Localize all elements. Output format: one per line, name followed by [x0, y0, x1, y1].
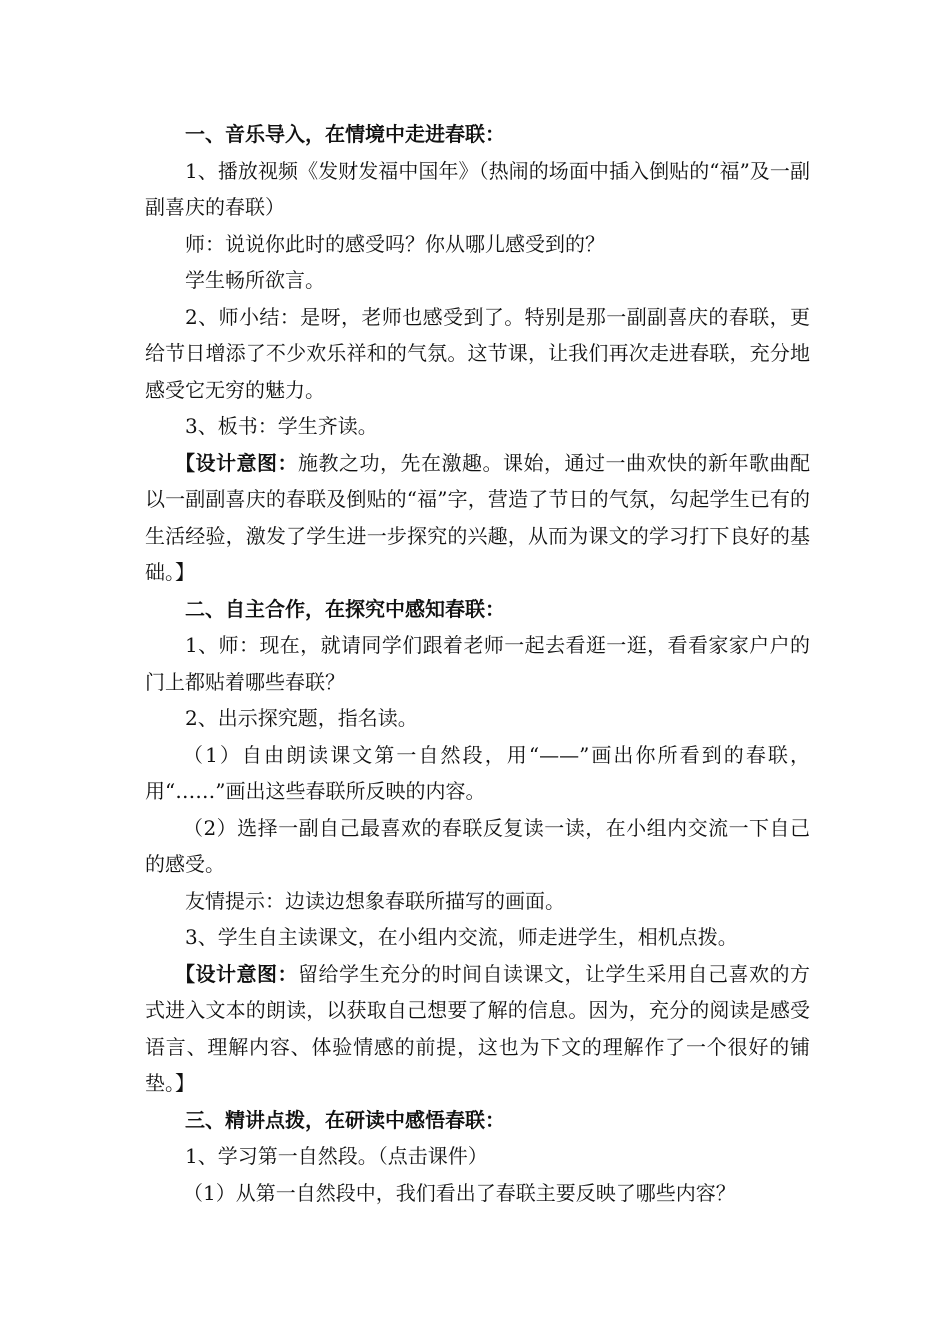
- design-intent-label: 【设计意图：: [175, 961, 298, 986]
- paragraph: 3、学生自主读课文，在小组内交流，师走进学生，相机点拨。: [185, 925, 738, 949]
- paragraph: 1、播放视频《发财发福中国年》（热闹的场面中插入倒贴的“福”及一副副喜庆的春联）: [145, 158, 810, 219]
- paragraph: （1）自由朗读课文第一自然段，用“——”画出你所看到的春联，用“……”画出这些春联所反映的内容。: [145, 742, 810, 803]
- paragraph: 1、学习第一自然段。（点击课件）: [185, 1144, 488, 1168]
- design-intent-text: 留给学生充分的时间自读课文，让学生采用自己喜欢的方式进入文本的朗读，以获取自己想要了解的信息。因为，充分的阅读是感受语言、理解内容、体验情感的前提，这也为下文的理解作了一个很好的铺垫。】: [145, 961, 810, 1095]
- section-heading: 二、自主合作，在探究中感知春联：: [185, 596, 505, 621]
- paragraph: 2、师小结：是呀，老师也感受到了。特别是那一副副喜庆的春联，更给节日增添了不少欢乐祥和的气氛。这节课，让我们再次走进春联，充分地感受它无穷的魅力。: [145, 304, 810, 402]
- paragraph: 师：说说你此时的感受吗？你从哪儿感受到的？: [185, 231, 605, 256]
- paragraph: 学生畅所欲言。: [185, 268, 325, 292]
- design-intent-label: 【设计意图：: [175, 450, 298, 475]
- design-intent-text: 施教之功，先在激趣。课始，通过一曲欢快的新年歌曲配以一副副喜庆的春联及倒贴的“福”字，营造了节日的气氛，勾起学生已有的生活经验，激发了学生进一步探究的兴趣，从而为课文的学习打下良好的基础。】: [145, 450, 810, 584]
- section-heading: 三、精讲点拨，在研读中感悟春联：: [185, 1107, 505, 1132]
- paragraph: （1）从第一自然段中，我们看出了春联主要反映了哪些内容？: [183, 1180, 736, 1205]
- design-intent: [145, 956, 810, 1102]
- design-intent: [145, 445, 810, 591]
- paragraph: 3、板书：学生齐读。: [185, 414, 378, 438]
- paragraph: 2、出示探究题，指名读。: [185, 706, 418, 730]
- paragraph: （2）选择一副自己最喜欢的春联反复读一读，在小组内交流一下自己的感受。: [145, 815, 810, 876]
- document-page: [145, 116, 810, 1211]
- paragraph: 友情提示：边读边想象春联所描写的画面。: [185, 888, 565, 913]
- paragraph: 1、师：现在，就请同学们跟着老师一起去看逛一逛，看看家家户户的门上都贴着哪些春联？: [145, 633, 810, 694]
- section-heading: 一、音乐导入，在情境中走进春联：: [185, 122, 505, 146]
